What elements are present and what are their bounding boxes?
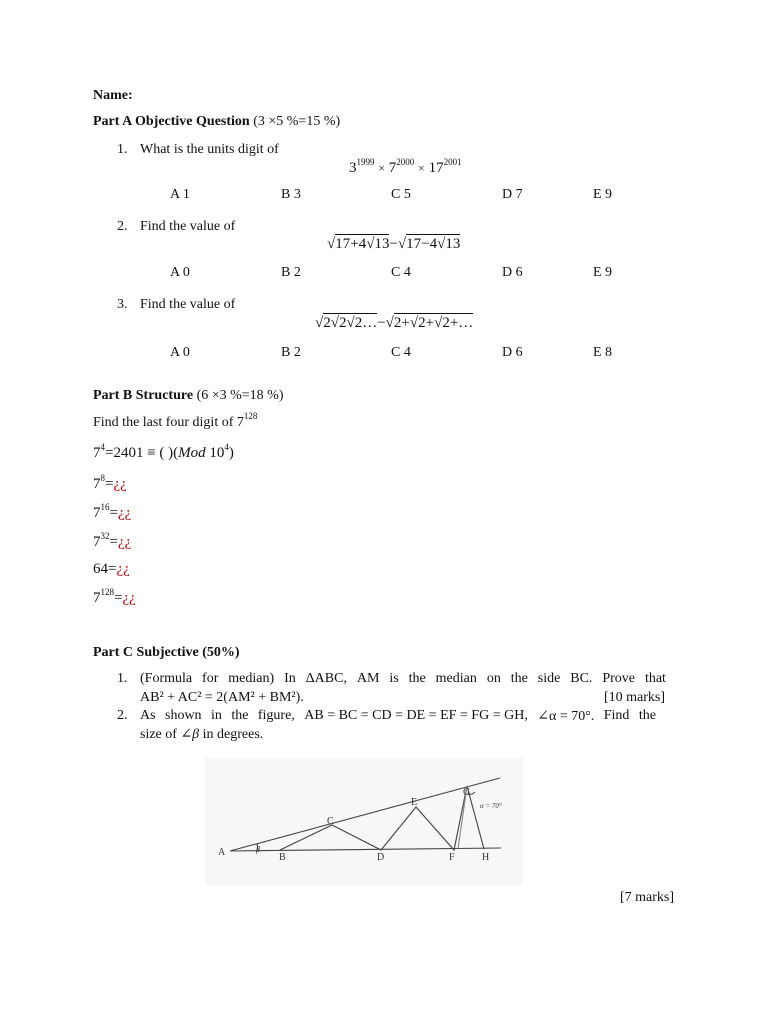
question-2-text: Find the value of [140,219,236,234]
label-e: E [411,797,418,808]
question-3-expression: √2√2√2…−√2+√2+√2+… [315,315,474,331]
label-b: B [279,852,286,863]
part-b-line-4: $7^{32}=¿¿$ [93,531,132,550]
part-c-q1-number: 1. [117,671,128,686]
part-c-title: Part C Subjective (50%) [93,645,240,660]
figure-background [205,758,523,886]
option-b[interactable]: B 3 [281,187,301,202]
part-c-q1-line1: (Formula for median) In ΔABC, AM is the median on the side BC. Prove that [140,671,666,686]
geometry-figure [205,758,523,886]
option-e[interactable]: E 8 [593,345,613,360]
part-b-line-1: $7^4=2401$ ≡ ( )(Mod $10^4$) [93,442,234,461]
part-a-title: Part A Objective Question [93,114,250,129]
label-a: A [218,847,226,858]
option-a[interactable]: A 0 [170,345,190,360]
option-e[interactable]: E 9 [593,187,613,202]
part-b-marks: (6 ×3 %=18 %) [196,388,284,403]
part-b-intro: Find the last four digit of $7^{128}$ [93,411,258,430]
label-g: G [463,787,471,798]
part-a-marks: (3 ×5 %=15 %) [253,114,341,129]
part-b-title: Part B Structure [93,388,194,403]
label-c: C [327,816,334,827]
question-2-expression: √17+4√13−√17−4√13 [327,236,461,252]
option-d[interactable]: D 6 [502,265,523,280]
part-c-q1-line2: AB² + AC² = 2(AM² + BM²). [140,690,304,705]
option-b[interactable]: B 2 [281,265,301,280]
name-label: Name: [93,88,133,103]
option-c[interactable]: C 5 [391,187,411,202]
part-c-q2-line1: As shown in the figure, AB = BC = CD = DE = EF = FG = GH, ∠α = 70°. Find the [140,708,656,724]
option-c[interactable]: C 4 [391,265,411,280]
option-d[interactable]: D 6 [502,345,523,360]
part-b-line-3: $7^{16}=¿¿$ [93,502,132,521]
part-b-line-6: $7^{128}=¿¿$ [93,587,136,606]
option-d[interactable]: D 7 [502,187,523,202]
part-c-q2-line2: size of ∠β in degrees. [140,727,264,742]
part-a-heading [93,114,340,130]
part-b-heading [93,388,284,404]
label-f: F [449,852,455,863]
question-1-text: What is the units digit of [140,142,279,157]
option-a[interactable]: A 1 [170,187,190,202]
option-b[interactable]: B 2 [281,345,301,360]
option-c[interactable]: C 4 [391,345,411,360]
label-d: D [377,852,385,863]
option-e[interactable]: E 9 [593,265,613,280]
part-c-q2-marks: [7 marks] [620,890,675,905]
question-2-number: 2. [117,219,128,234]
alpha-label: α = 70° [480,802,502,810]
label-h: H [482,852,490,863]
part-c-q2-number: 2. [117,708,128,723]
question-1-expression: $3^{1999} \times 7^{2000} \times 17^{2001}$ [349,157,462,176]
part-b-line-2: $7^8=¿¿$ [93,473,127,492]
question-3-number: 3. [117,297,128,312]
part-c-q1-marks: [10 marks] [604,690,666,705]
beta-label: β [256,845,260,854]
question-1-number: 1. [117,142,128,157]
part-b-line-5: 64=¿¿ [93,561,130,577]
option-a[interactable]: A 0 [170,265,190,280]
question-3-text: Find the value of [140,297,236,312]
